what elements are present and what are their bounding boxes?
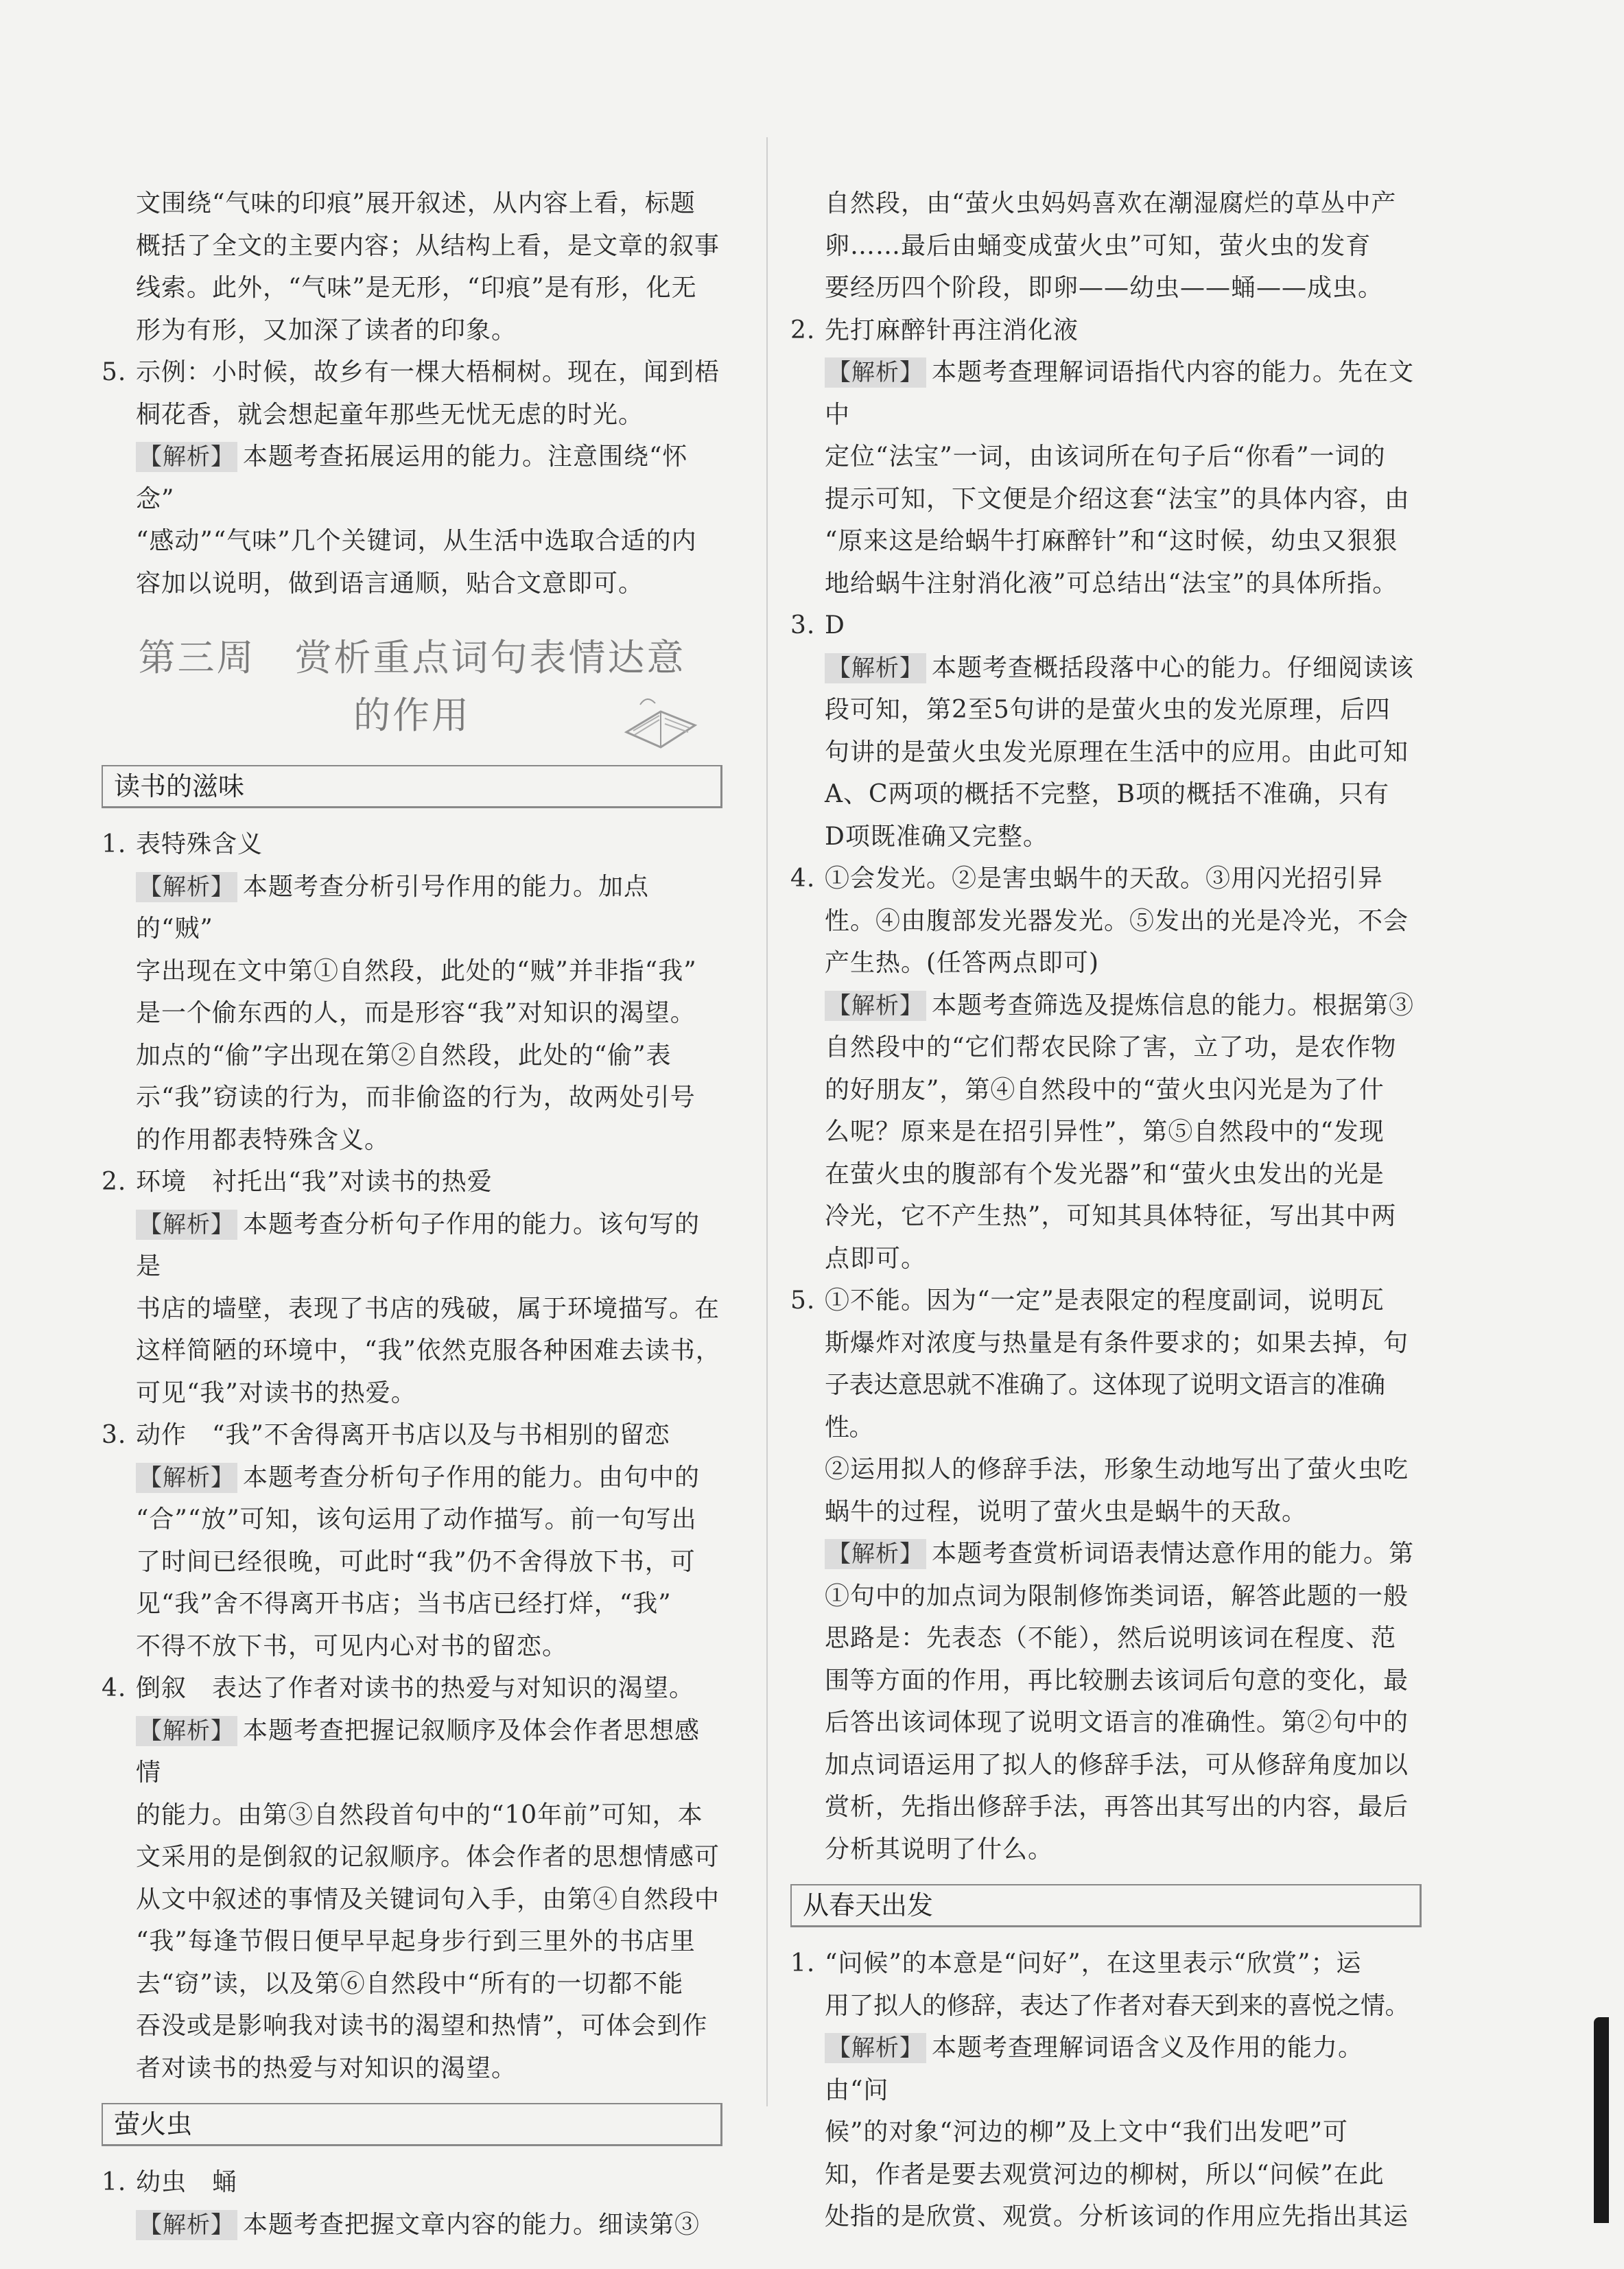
- analysis-text: 卵……最后由蛹变成萤火虫”可知，萤火虫的发育: [825, 231, 1372, 260]
- firefly-question-1: [102, 2161, 722, 2246]
- answer-text: 子表达意思就不准确了。这体现了说明文语言的准确性。: [825, 1371, 1385, 1442]
- analysis-tag: 【解析】: [136, 1463, 237, 1493]
- analysis-text: 者对读书的热爱与对知识的渴望。: [136, 2054, 517, 2082]
- analysis-text: 思路是：先表态（不能），然后说明该词在程度、范: [825, 1624, 1397, 1652]
- analysis-text: D项既准确又完整。: [825, 822, 1048, 851]
- firefly-question-4: [790, 858, 1422, 1280]
- analysis-text: 了时间已经很晚，可此时“我”仍不舍得放下书，可: [136, 1547, 696, 1576]
- analysis-tag: 【解析】: [136, 1210, 237, 1240]
- analysis-text: 冷光，它不产生热”，可知其具体特征，写出其中两: [825, 1202, 1397, 1230]
- analysis-text: 自然段，由“萤火虫妈妈喜欢在潮湿腐烂的草丛中产: [825, 189, 1397, 218]
- answer-text: 动作 “我”不舍得离开书店以及与书相别的留恋: [136, 1421, 670, 1449]
- text-line: 概括了全文的主要内容；从结构上看，是文章的叙事: [136, 231, 720, 260]
- analysis-text: 见“我”舍不得离开书店；当书店已经打烊，“我”: [136, 1590, 672, 1618]
- question-number: 5.: [790, 1286, 816, 1315]
- answer-text: 环境 衬托出“我”对读书的热爱: [136, 1168, 493, 1196]
- analysis-text: 加点的“偷”字出现在第②自然段，此处的“偷”表: [136, 1041, 672, 1070]
- analysis-text: 定位“法宝”一词，由该词所在句子后“你看”一词的: [825, 443, 1386, 471]
- analysis-text: 本题考查筛选及提炼信息的能力。根据第③: [932, 991, 1415, 1020]
- text-line: 线索。此外，“气味”是无形，“印痕”是有形，化无: [136, 274, 697, 302]
- analysis-tag: 【解析】: [825, 2033, 926, 2063]
- firefly-question-2: [790, 309, 1422, 605]
- analysis-text: 本题考查理解词语指代内容的能力。先在文中: [825, 358, 1415, 429]
- analysis-text: 本题考查把握记叙顺序及体会作者思想感情: [136, 1716, 701, 1787]
- question-number: 1.: [102, 830, 127, 858]
- question-4: [102, 1667, 722, 2089]
- question-5: [102, 351, 722, 604]
- answer-text: 性。④由腹部发光器发光。⑤发出的光是冷光，不会: [825, 906, 1409, 935]
- analysis-text: 是一个偷东西的人，而是形容“我”对知识的渴望。: [136, 999, 696, 1027]
- analysis-text: 段可知，第2至5句讲的是萤火虫的发光原理，后四: [825, 696, 1391, 724]
- question-1: [102, 823, 722, 1161]
- answer-text: 示例：小时候，故乡有一棵大梧桐树。现在，闻到梧: [136, 358, 720, 386]
- analysis-text: 的能力。由第③自然段首句中的“10年前”可知，本: [136, 1800, 703, 1829]
- analysis-text: 围等方面的作用，再比较删去该词后句意的变化，最: [825, 1666, 1409, 1695]
- analysis-tag: 【解析】: [136, 872, 237, 902]
- analysis-tag: 【解析】: [825, 1539, 926, 1569]
- question-2: [102, 1161, 722, 1414]
- analysis-text: 书店的墙壁，表现了书店的残破，属于环境描写。在: [136, 1294, 720, 1323]
- question-number: 4.: [790, 865, 816, 893]
- section-header-spring: 从春天出发: [790, 1884, 1422, 1927]
- analysis-text: 句讲的是萤火虫发光原理在生活中的应用。由此可知: [825, 738, 1409, 766]
- analysis-text: “合”“放”可知，该句运用了动作描写。前一句写出: [136, 1505, 697, 1533]
- intro-continuation: [102, 183, 722, 351]
- section-header-firefly: 萤火虫: [102, 2103, 722, 2146]
- analysis-tag: 【解析】: [825, 653, 926, 683]
- analysis-text: 本题考查赏析词语表情达意作用的能力。第: [932, 1540, 1415, 1568]
- right-column: [790, 183, 1422, 2238]
- question-number: 2.: [102, 1168, 127, 1196]
- analysis-text: 这样简陋的环境中，“我”依然克服各种困难去读书，: [136, 1337, 721, 1365]
- firefly-q1-continuation: [790, 183, 1422, 309]
- page-edge-mark: [1594, 2017, 1609, 2223]
- column-divider: [766, 137, 768, 2106]
- answer-text: ①会发光。②是害虫蜗牛的天敌。③用闪光招引异: [825, 865, 1384, 893]
- analysis-text: 分析其说明了什么。: [825, 1835, 1054, 1864]
- analysis-text: 的作用都表特殊含义。: [136, 1125, 390, 1154]
- analysis-text: 不得不放下书，可见内心对书的留恋。: [136, 1632, 568, 1660]
- week-title: [102, 629, 722, 744]
- firefly-question-3: [790, 604, 1422, 858]
- question-number: 3.: [790, 611, 816, 639]
- analysis-tag: 【解析】: [825, 357, 926, 388]
- answer-text: D: [825, 611, 845, 639]
- answer-text: 表特殊含义: [136, 830, 263, 858]
- analysis-text: 本题考查分析句子作用的能力。该句写的是: [136, 1210, 701, 1280]
- answer-text: ②运用拟人的修辞手法，形象生动地写出了萤火虫吃: [825, 1455, 1409, 1483]
- analysis-text: 本题考查理解词语含义及作用的能力。由“问: [825, 2034, 1364, 2104]
- analysis-text: 自然段中的“它们帮农民除了害，立了功，是农作物: [825, 1033, 1397, 1061]
- answer-text: “问候”的本意是“问好”，在这里表示“欣赏”；运: [825, 1949, 1362, 1977]
- answer-text: 桐花香，就会想起童年那些无忧无虑的时光。: [136, 400, 644, 429]
- analysis-text: 容加以说明，做到语言通顺，贴合文意即可。: [136, 569, 644, 598]
- analysis-text: 可见“我”对读书的热爱。: [136, 1378, 416, 1407]
- analysis-text: 从文中叙述的事情及关键词句入手，由第④自然段中: [136, 1885, 720, 1914]
- analysis-text: 么呢？原来是在招引异性”，第⑤自然段中的“发现: [825, 1118, 1385, 1146]
- analysis-text: “我”每逢节假日便早早起身步行到三里外的书店里: [136, 1927, 696, 1955]
- analysis-text: 提示可知，下文便是介绍这套“法宝”的具体内容，由: [825, 484, 1410, 513]
- analysis-tag: 【解析】: [136, 442, 237, 472]
- question-number: 4.: [102, 1674, 127, 1702]
- answer-text: 产生热。(任答两点即可): [825, 949, 1100, 977]
- analysis-text: 本题考查分析引号作用的能力。加点的“贼”: [136, 872, 650, 943]
- question-number: 3.: [102, 1421, 127, 1449]
- week-title-line: 第三周 赏析重点词句表情达意: [138, 636, 686, 679]
- analysis-text: 本题考查分析句子作用的能力。由句中的: [243, 1463, 701, 1492]
- analysis-text: 知，作者是要去观赏河边的柳树，所以“问候”在此: [825, 2160, 1385, 2189]
- section-header-reading: 读书的滋味: [102, 765, 722, 808]
- analysis-text: 后答出该词体现了说明文语言的准确性。第②句中的: [825, 1708, 1409, 1737]
- analysis-text: 候”的对象“河边的柳”及上文中“我们出发吧”可: [825, 2118, 1349, 2146]
- analysis-text: 在萤火虫的腹部有个发光器”和“萤火虫发出的光是: [825, 1160, 1385, 1188]
- analysis-text: 的好朋友”，第④自然段中的“萤火虫闪光是为了什: [825, 1075, 1385, 1104]
- analysis-text: 本题考查拓展运用的能力。注意围绕“怀念”: [136, 443, 688, 513]
- analysis-text: “感动”“气味”几个关键词，从生活中选取合适的内: [136, 527, 697, 555]
- answer-text: 先打麻醉针再注消化液: [825, 316, 1079, 344]
- analysis-text: A、C两项的概括不完整，B项的概括不准确，只有: [825, 780, 1389, 808]
- question-number: 1.: [102, 2168, 127, 2196]
- answer-text: 蜗牛的过程，说明了萤火虫是蜗牛的天敌。: [825, 1497, 1308, 1526]
- analysis-text: 吞没或是影响我对读书的渴望和热情”，可体会到作: [136, 2012, 708, 2040]
- analysis-text: 加点词语运用了拟人的修辞手法，可从修辞角度加以: [825, 1750, 1409, 1779]
- analysis-text: 字出现在文中第①自然段，此处的“贼”并非指“我”: [136, 956, 697, 985]
- week-title-line: 的作用: [353, 694, 471, 737]
- analysis-text: ①句中的加点词为限制修饰类词语，解答此题的一般: [825, 1582, 1409, 1610]
- analysis-text: 去“窃”读，以及第⑥自然段中“所有的一切都不能: [136, 1969, 684, 1998]
- firefly-question-5: [790, 1280, 1422, 1870]
- text-line: 形为有形，又加深了读者的印象。: [136, 316, 517, 344]
- analysis-text: 文采用的是倒叙的记叙顺序。体会作者的思想情感可: [136, 1843, 720, 1871]
- answer-text: 幼虫 蛹: [136, 2168, 238, 2196]
- question-number: 1.: [790, 1949, 816, 1977]
- analysis-text: “原来这是给蜗牛打麻醉针”和“这时候，幼虫又狠狠: [825, 527, 1398, 555]
- answer-text: 倒叙 表达了作者对读书的热爱与对知识的渴望。: [136, 1674, 695, 1702]
- analysis-text: 点即可。: [825, 1244, 927, 1273]
- analysis-text: 地给蜗牛注射消化液”可总结出“法宝”的具体所指。: [825, 569, 1398, 598]
- question-number: 2.: [790, 316, 816, 344]
- analysis-tag: 【解析】: [136, 1716, 237, 1746]
- text-line: 文围绕“气味的印痕”展开叙述，从内容上看，标题: [136, 189, 696, 218]
- analysis-tag: 【解析】: [136, 2210, 237, 2240]
- spring-question-1: [790, 1942, 1422, 2238]
- left-column: [102, 183, 722, 2246]
- book-icon: [620, 691, 702, 753]
- analysis-text: 示“我”窃读的行为，而非偷盗的行为，故两处引号: [136, 1083, 696, 1112]
- analysis-text: 本题考查概括段落中心的能力。仔细阅读该: [932, 653, 1415, 682]
- answer-text: ①不能。因为“一定”是表限定的程度副词，说明瓦: [825, 1286, 1385, 1315]
- analysis-text: 处指的是欣赏、观赏。分析该词的作用应先指出其运: [825, 2202, 1409, 2231]
- analysis-text: 要经历四个阶段，即卵——幼虫——蛹——成虫。: [825, 274, 1384, 302]
- answer-text: 斯爆炸对浓度与热量是有条件要求的；如果去掉，句: [825, 1328, 1409, 1357]
- analysis-tag: 【解析】: [825, 991, 926, 1021]
- question-3: [102, 1414, 722, 1667]
- analysis-text: 本题考查把握文章内容的能力。细读第③: [243, 2210, 701, 2239]
- question-number: 5.: [102, 358, 127, 386]
- answer-text: 用了拟人的修辞，表达了作者对春天到来的喜悦之情。: [825, 1991, 1410, 2020]
- analysis-text: 赏析，先指出修辞手法，再答出其写出的内容，最后: [825, 1793, 1409, 1821]
